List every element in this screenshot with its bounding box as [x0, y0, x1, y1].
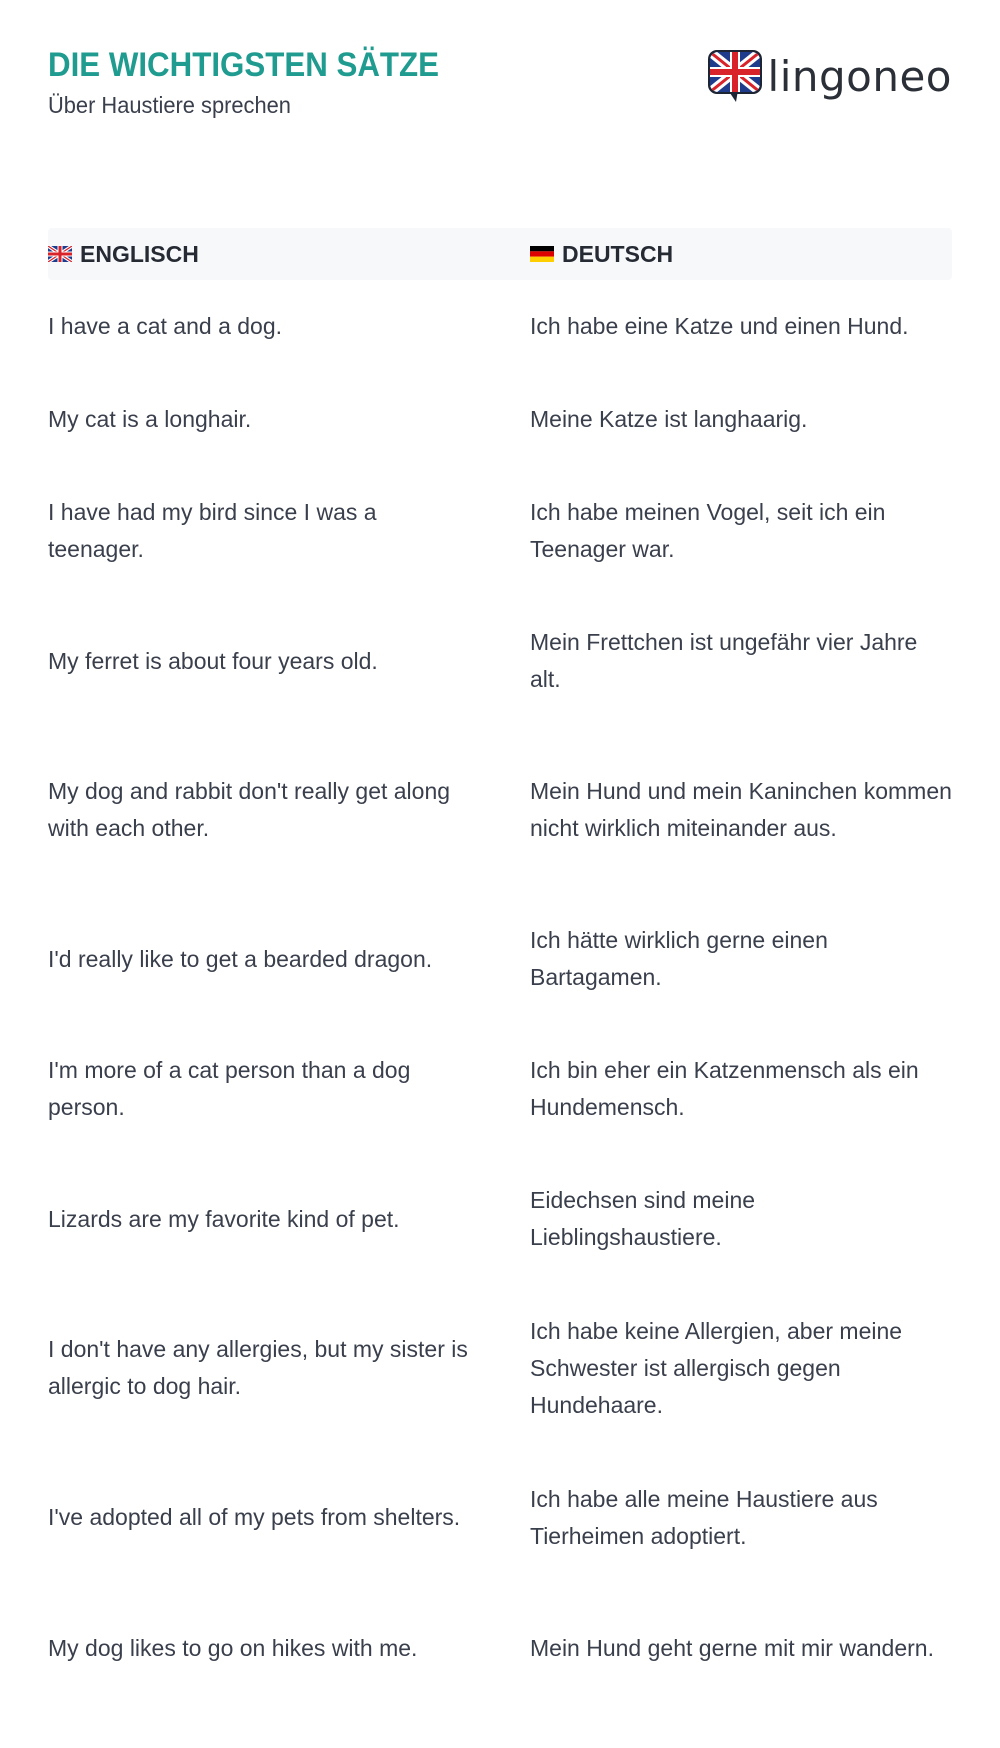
column-label-german: DEUTSCH	[562, 240, 674, 267]
german-phrase: Mein Hund geht gerne mit mir wandern.	[530, 1635, 934, 1661]
table-row	[48, 373, 952, 466]
english-phrase: My dog and rabbit don't really get along with each other.	[48, 778, 451, 841]
german-phrase: Eidechsen sind meine Lieblingshaustiere.	[530, 1187, 756, 1250]
table-body	[48, 280, 952, 1714]
uk-flag-speech-bubble-icon	[708, 48, 764, 104]
german-phrase: Ich habe keine Allergien, aber meine Schwester ist allergisch gegen Hundehaare.	[530, 1317, 903, 1418]
english-phrase: My ferret is about four years old.	[48, 647, 378, 674]
uk-flag-icon	[48, 246, 72, 262]
english-phrase: I'm more of a cat person than a dog person.	[48, 1057, 411, 1120]
english-phrase: My dog likes to go on hikes with me.	[48, 1635, 418, 1661]
page-title: DIE WICHTIGSTEN SÄTZE	[48, 46, 439, 84]
table-row	[48, 1024, 952, 1154]
table-row	[48, 596, 952, 726]
table-row	[48, 894, 952, 1024]
lingoneo-logo[interactable]	[708, 48, 952, 104]
english-phrase: Lizards are my favorite kind of pet.	[48, 1205, 400, 1232]
german-phrase: Mein Frettchen ist ungefähr vier Jahre alt.	[530, 629, 918, 692]
german-phrase: Ich bin eher ein Katzenmensch als ein Hundemensch.	[530, 1057, 919, 1120]
german-flag-icon	[530, 246, 554, 262]
english-phrase: I've adopted all of my pets from shelters.	[48, 1504, 461, 1530]
german-phrase: Ich habe eine Katze und einen Hund.	[530, 313, 909, 339]
logo-text: lingoneo	[767, 51, 952, 101]
table-row	[48, 1284, 952, 1452]
german-phrase: Ich habe meinen Vogel, seit ich ein Teenager war.	[530, 499, 886, 562]
german-phrase: Meine Katze ist langhaarig.	[530, 406, 808, 432]
german-phrase: Mein Hund und mein Kaninchen kommen nicht wirklich miteinander aus.	[530, 778, 952, 841]
phrase-table	[48, 228, 952, 1714]
table-row	[48, 726, 952, 894]
english-phrase: I have a cat and a dog.	[48, 313, 283, 339]
english-phrase: My cat is a longhair.	[48, 406, 252, 432]
german-phrase: Ich hätte wirklich gerne einen Bartagamen.	[530, 927, 828, 990]
table-row	[48, 1154, 952, 1284]
english-phrase: I have had my bird since I was a teenager.	[48, 499, 377, 562]
column-header-english	[48, 228, 199, 280]
table-row	[48, 466, 952, 596]
german-phrase: Ich habe alle meine Haustiere aus Tierheimen adoptiert.	[530, 1485, 878, 1549]
table-row	[48, 280, 952, 373]
page-subtitle: Über Haustiere sprechen	[48, 92, 291, 118]
page-header	[48, 44, 952, 124]
table-header	[48, 228, 952, 280]
table-row	[48, 1583, 952, 1714]
english-phrase: I'd really like to get a bearded dragon.	[48, 945, 433, 972]
column-label-english: ENGLISCH	[80, 240, 199, 267]
column-header-german	[530, 228, 673, 280]
table-row	[48, 1452, 952, 1583]
english-phrase: I don't have any allergies, but my sister is allergic to dog hair.	[48, 1336, 468, 1399]
